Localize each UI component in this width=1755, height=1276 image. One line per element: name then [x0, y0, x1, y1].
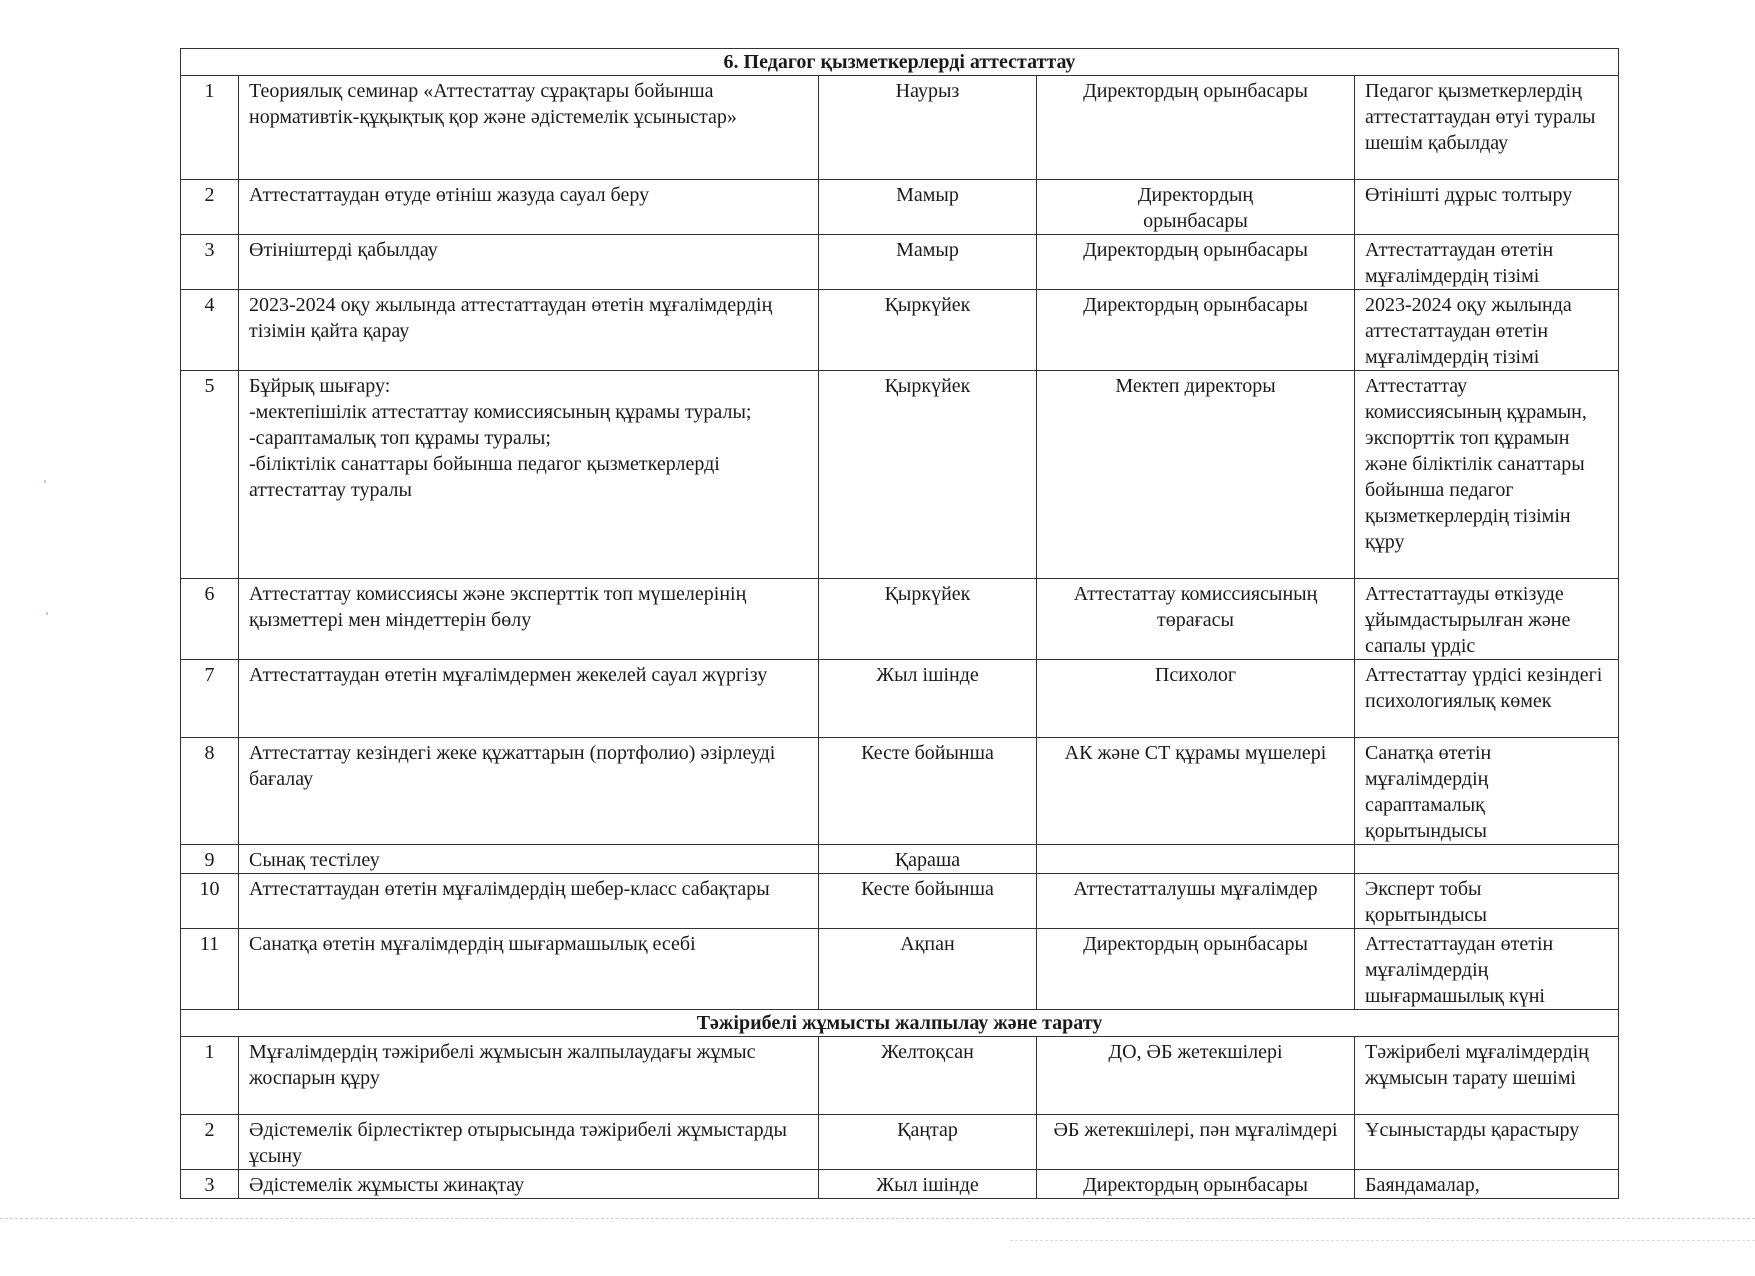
table-row [181, 1037, 1619, 1115]
time-cell: Қаңтар [819, 1115, 1037, 1170]
time-cell: Мамыр [819, 180, 1037, 235]
responsible-cell: Директордың орынбасары [1037, 76, 1355, 180]
result-cell: Өтінішті дұрыс толтыру [1355, 180, 1619, 235]
event-cell: Әдістемелік бірлестіктер отырысында тәжірибелі жұмыстарды ұсыну [239, 1115, 819, 1170]
table-row [181, 874, 1619, 929]
event-cell: Аттестаттау комиссиясы және эксперттік топ мүшелерінің қызметтері мен міндеттерін бөлу [239, 579, 819, 660]
time-cell: Мамыр [819, 235, 1037, 290]
event-cell: Санатқа өтетін мұғалімдердің шығармашылық есебі [239, 929, 819, 1010]
time-cell: Ақпан [819, 929, 1037, 1010]
time-cell: Жыл ішінде [819, 660, 1037, 738]
responsible-cell: Директордың орынбасары [1037, 929, 1355, 1010]
section-header-experience [181, 1010, 1619, 1037]
scan-speck [44, 480, 46, 483]
row-number: 2 [181, 1115, 239, 1170]
table-row [181, 845, 1619, 874]
time-cell: Қыркүйек [819, 371, 1037, 579]
table-row [181, 660, 1619, 738]
responsible-cell: Мектеп директоры [1037, 371, 1355, 579]
result-cell: 2023-2024 оқу жылында аттестаттаудан өтетін мұғалімдердің тізімі [1355, 290, 1619, 371]
event-cell: Аттестаттау кезіндегі жеке құжаттарын (портфолио) әзірлеуді бағалау [239, 738, 819, 845]
responsible-cell: ӘБ жетекшілері, пән мұғалімдері [1037, 1115, 1355, 1170]
time-cell: Қыркүйек [819, 579, 1037, 660]
time-cell: Жыл ішінде [819, 1170, 1037, 1199]
responsible-cell: Директордың орынбасары [1037, 180, 1355, 235]
event-cell: Аттестаттаудан өтетін мұғалімдердің шебер-класс сабақтары [239, 874, 819, 929]
section-title: Тәжірибелі жұмысты жалпылау және тарату [181, 1010, 1619, 1037]
row-number: 1 [181, 1037, 239, 1115]
event-cell: Теориялық семинар «Аттестаттау сұрақтары бойынша нормативтік-құқықтық қор және әдістемелік ұсыныстар» [239, 76, 819, 180]
row-number: 1 [181, 76, 239, 180]
row-number: 10 [181, 874, 239, 929]
responsible-cell: ДО, ӘБ жетекшілері [1037, 1037, 1355, 1115]
responsible-cell: Директордың орынбасары [1037, 1170, 1355, 1199]
row-number: 6 [181, 579, 239, 660]
result-cell: Санатқа өтетін мұғалімдердің сараптамалық қорытындысы [1355, 738, 1619, 845]
result-cell: Аттестаттаудан өтетін мұғалімдердің тізімі [1355, 235, 1619, 290]
row-number: 3 [181, 235, 239, 290]
table-row [181, 235, 1619, 290]
result-cell: Педагог қызметкерлердің аттестаттаудан өтуі туралы шешім қабылдау [1355, 76, 1619, 180]
section-title: 6. Педагог қызметкерлерді аттестаттау [181, 49, 1619, 76]
responsible-cell [1037, 845, 1355, 874]
table-row [181, 76, 1619, 180]
time-cell: Қараша [819, 845, 1037, 874]
result-cell: Аттестаттау үрдісі кезіндегі психологиялық көмек [1355, 660, 1619, 738]
time-cell: Қыркүйек [819, 290, 1037, 371]
responsible-cell: АК және СТ құрамы мүшелері [1037, 738, 1355, 845]
responsible-cell: Аттестатталушы мұғалімдер [1037, 874, 1355, 929]
event-cell: Өтініштерді қабылдау [239, 235, 819, 290]
row-number: 2 [181, 180, 239, 235]
result-cell: Аттестаттауды өткізуде ұйымдастырылған және сапалы үрдіс [1355, 579, 1619, 660]
table-row [181, 1170, 1619, 1199]
table-row [181, 371, 1619, 579]
result-cell: Эксперт тобы қорытындысы [1355, 874, 1619, 929]
responsible-cell: Директордың орынбасары [1037, 235, 1355, 290]
table-row [181, 290, 1619, 371]
scan-artifact-line [0, 1218, 1755, 1219]
scan-artifact-line [1010, 1240, 1755, 1241]
scan-speck [46, 612, 48, 615]
responsible-cell: Психолог [1037, 660, 1355, 738]
responsible-cell: Директордың орынбасары [1037, 290, 1355, 371]
attestation-plan-table [180, 48, 1619, 1199]
row-number: 8 [181, 738, 239, 845]
result-cell: Ұсыныстарды қарастыру [1355, 1115, 1619, 1170]
time-cell: Желтоқсан [819, 1037, 1037, 1115]
result-cell: Тәжірибелі мұғалімдердің жұмысын тарату шешімі [1355, 1037, 1619, 1115]
table-row [181, 579, 1619, 660]
result-cell: Баяндамалар, [1355, 1170, 1619, 1199]
row-number: 7 [181, 660, 239, 738]
row-number: 4 [181, 290, 239, 371]
table-row [181, 738, 1619, 845]
row-number: 5 [181, 371, 239, 579]
time-cell: Кесте бойынша [819, 738, 1037, 845]
result-cell: Аттестаттаудан өтетін мұғалімдердің шығармашылық күні [1355, 929, 1619, 1010]
event-cell: Әдістемелік жұмысты жинақтау [239, 1170, 819, 1199]
time-cell: Наурыз [819, 76, 1037, 180]
event-cell: Бұйрық шығару: -мектепішілік аттестаттау комиссиясының құрамы туралы; -сараптамалық топ құрамы туралы; -біліктілік санаттары бойынша педагог қызметкерлерді аттестаттау туралы [239, 371, 819, 579]
result-cell: Аттестаттау комиссиясының құрамын, экспорттік топ құрамын және біліктілік санаттары бойынша педагог қызметкерлердің тізімін құру [1355, 371, 1619, 579]
row-number: 3 [181, 1170, 239, 1199]
result-cell [1355, 845, 1619, 874]
responsible-cell: Аттестаттау комиссиясының төрағасы [1037, 579, 1355, 660]
event-cell: Аттестаттаудан өтуде өтініш жазуда сауал беру [239, 180, 819, 235]
event-cell: Мұғалімдердің тәжірибелі жұмысын жалпылаудағы жұмыс жоспарын құру [239, 1037, 819, 1115]
table-row [181, 180, 1619, 235]
row-number: 11 [181, 929, 239, 1010]
section-header-attestation [181, 49, 1619, 76]
event-cell: 2023-2024 оқу жылында аттестаттаудан өтетін мұғалімдердің тізімін қайта қарау [239, 290, 819, 371]
table-row [181, 1115, 1619, 1170]
event-cell: Аттестаттаудан өтетін мұғалімдермен жекелей сауал жүргізу [239, 660, 819, 738]
event-cell: Сынақ тестілеу [239, 845, 819, 874]
time-cell: Кесте бойынша [819, 874, 1037, 929]
table-row [181, 929, 1619, 1010]
row-number: 9 [181, 845, 239, 874]
